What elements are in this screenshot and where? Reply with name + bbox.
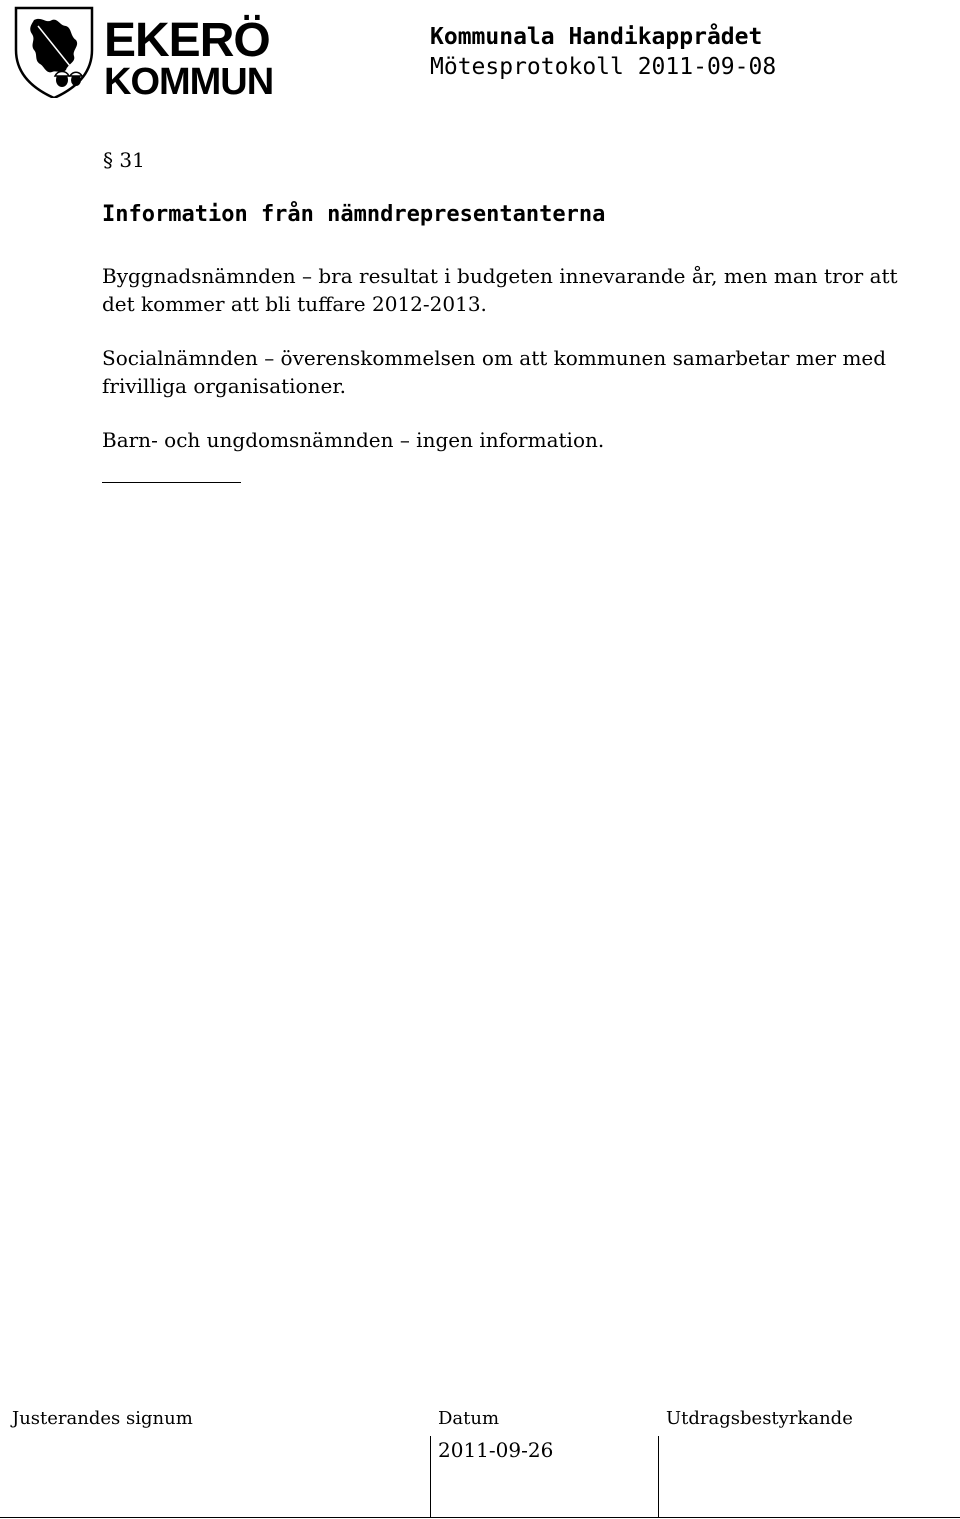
footer-bottom-rule xyxy=(0,1517,960,1518)
paragraph-number: § 31 xyxy=(103,148,145,172)
footer-divider xyxy=(430,1436,431,1518)
coat-of-arms-icon xyxy=(16,8,92,98)
date-value: 2011-09-26 xyxy=(438,1438,554,1462)
date-label: Datum xyxy=(438,1408,500,1429)
logo-text-line1: EKERÖ xyxy=(104,14,270,67)
footer-divider xyxy=(658,1436,659,1518)
document-title: Mötesprotokoll 2011-09-08 xyxy=(430,54,777,80)
signature-label: Justerandes signum xyxy=(12,1408,193,1429)
certification-label: Utdragsbestyrkande xyxy=(666,1408,853,1429)
ekero-kommun-logo xyxy=(12,4,282,98)
body-paragraph: Byggnadsnämnden – bra resultat i budgeten innevarande år, men man tror att det kommer att bli tuffare 2012-2013. xyxy=(102,264,898,316)
body-paragraph: Barn- och ungdomsnämnden – ingen information. xyxy=(102,428,605,452)
body-paragraph: Socialnämnden – överenskommelsen om att kommunen samarbetar mer med frivilliga organisationer. xyxy=(102,346,887,398)
section-title: Information från nämndrepresentanterna xyxy=(102,202,606,227)
section-end-rule xyxy=(102,482,241,483)
organization-name: Kommunala Handikapprådet xyxy=(430,24,763,50)
document-header xyxy=(430,22,930,82)
logo-text-line2: KOMMUN xyxy=(104,61,274,98)
